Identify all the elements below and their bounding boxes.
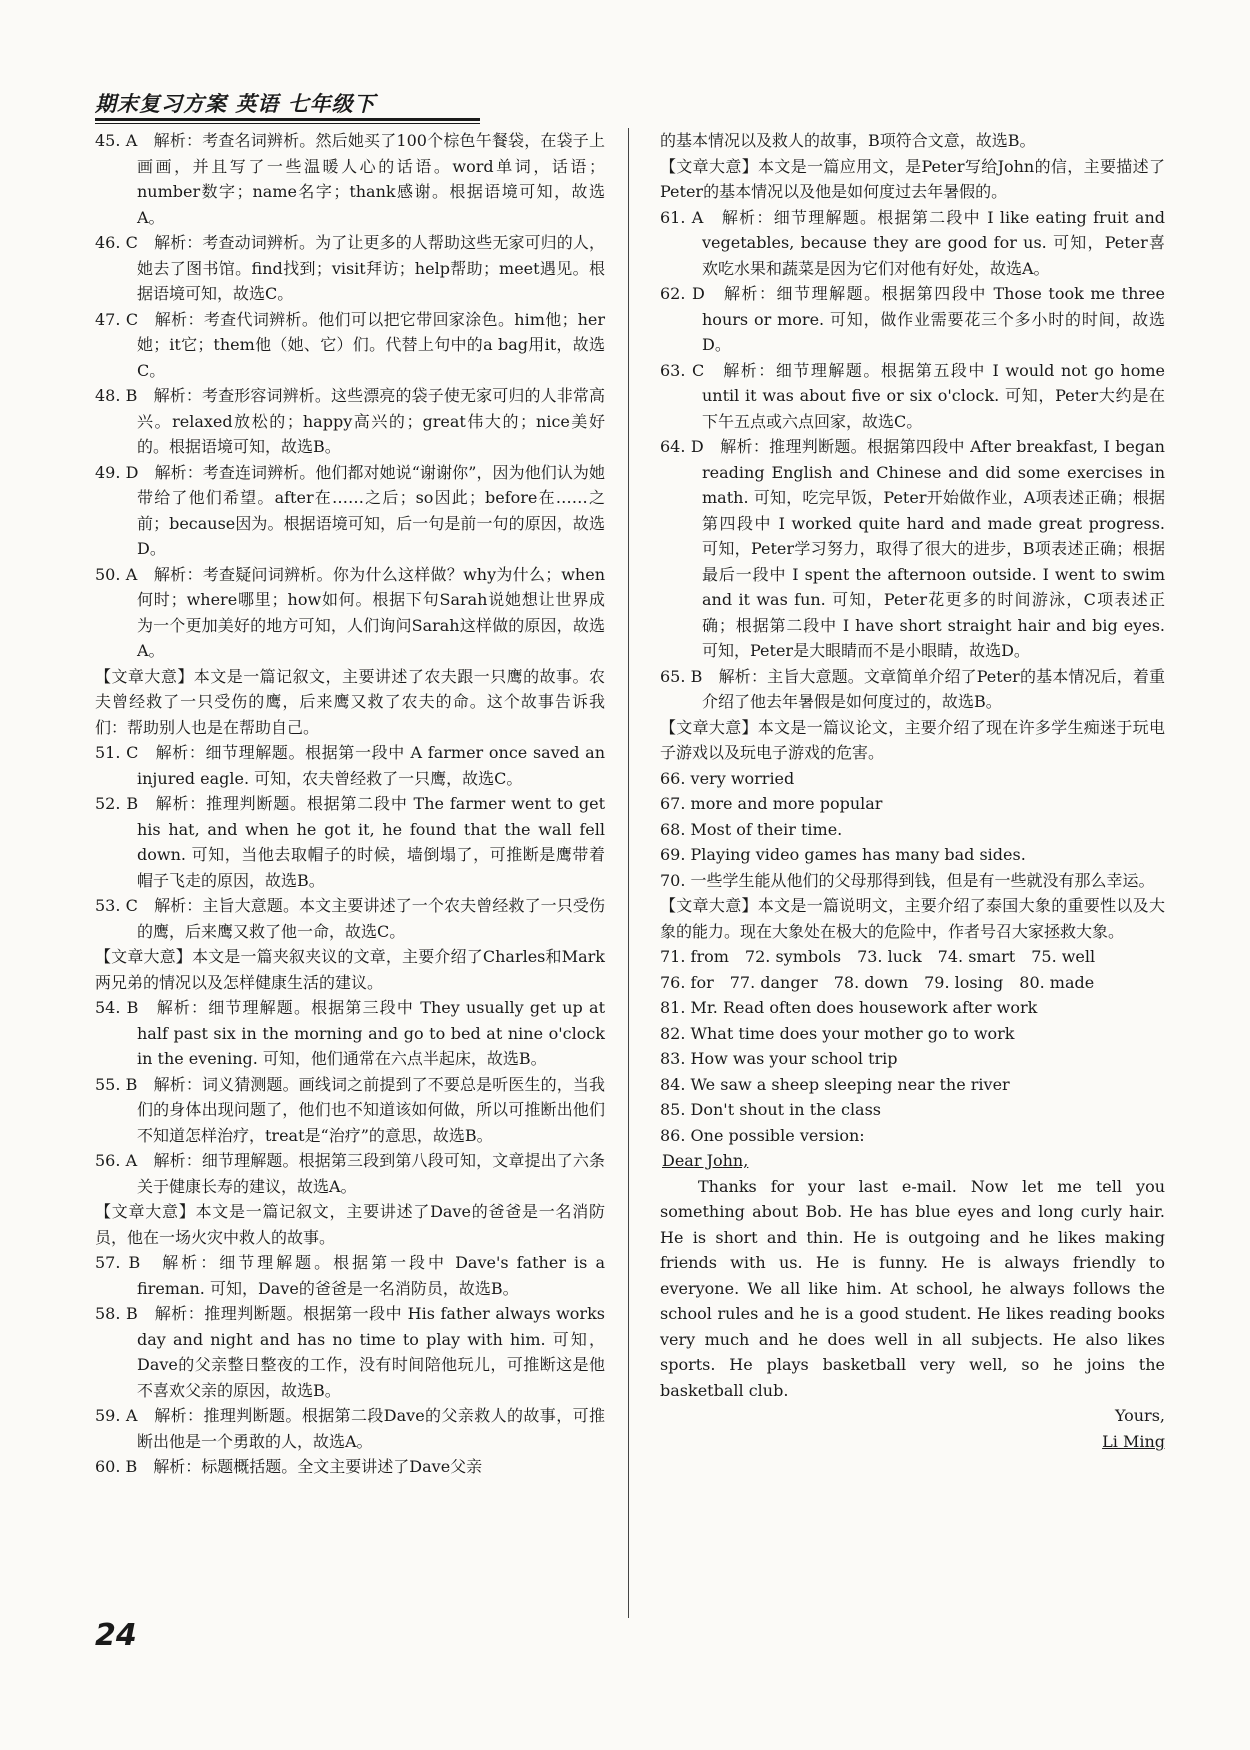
- answer-66: 66. very worried: [660, 768, 795, 788]
- answer-85: 85. Don't shout in the class: [660, 1100, 882, 1119]
- answer-82: 82. What time does your mother go to work: [660, 1023, 1015, 1043]
- letter-greeting: Dear John,: [662, 1151, 749, 1170]
- article-summary: 【文章大意】本文是一篇记叙文，主要讲述了农夫跟一只鹰的故事。农夫曾经救了一只受伤的鹰，后来鹰又救了农夫的命。这个故事告诉我们：帮助别人也是在帮助自己。: [95, 666, 605, 737]
- column-divider: [628, 128, 629, 1618]
- letter-body: Thanks for your last e-mail. Now let me tell you something about Bob. He has blue eyes and long curly hair. He is short and thin. He is outgoing and he likes making friends with us. He is funny. He is always friendly to everyone. We all like him. At school, he always follows the school rules and he is a good student. He likes reading books very much and he does well in all subjects. He also likes sports. He plays basketball very well, so he joins the basketball club.: [660, 1176, 1165, 1400]
- answer-57: 57. B 解析：细节理解题。根据第一段中 Dave's father is a fireman. 可知，Dave的爸爸是一名消防员，故选B。: [95, 1253, 605, 1298]
- letter-closing: Yours,: [1114, 1406, 1165, 1425]
- answer-47: 47. C 解析：考查代词辨析。他们可以把它带回家涂色。him他；her她；it它；them他（她、它）们。代替上句中的a bag用it，故选C。: [95, 309, 605, 380]
- answer-83: 83. How was your school trip: [660, 1049, 898, 1068]
- answer-58: 58. B 解析：推理判断题。根据第一段中 His father always works day and night and has no time to play with him. 可知，Dave的父亲整日整夜的工作，没有时间陪他玩儿，可推断这是他不喜欢父亲的原因，故选B。: [95, 1304, 605, 1400]
- answer-60: 60. B 解析：标题概括题。全文主要讲述了Dave父亲: [95, 1457, 483, 1476]
- answer-70: 70. 一些学生能从他们的父母那得到钱，但是有一些就没有那么幸运。: [660, 870, 1155, 890]
- answer-69: 69. Playing video games has many bad sides.: [660, 845, 1026, 864]
- answer-50: 50. A 解析：考查疑问词辨析。你为什么这样做？why为什么；when何时；where哪里；how如何。根据下句Sarah说她想让世界成为一个更加美好的地方可知，人们询问Sarah这样做的原因，故选A。: [95, 564, 605, 660]
- article-summary: 【文章大意】本文是一篇说明文，主要介绍了泰国大象的重要性以及大象的能力。现在大象处在极大的危险中，作者号召大家拯救大象。: [660, 896, 1165, 941]
- answer-54: 54. B 解析：细节理解题。根据第三段中 They usually get up at half past six in the morning and go to bed at nine o'clock in the evening. 可知，他们通常在六点半起床，故选B。: [95, 998, 605, 1068]
- letter-signature: Li Ming: [1102, 1431, 1165, 1451]
- answer-55: 55. B 解析：词义猜测题。画线词之前提到了不要总是听医生的，当我们的身体出现问题了，他们也不知道该如何做，所以可推断出他们不知道怎样治疗，treat是“治疗”的意思，故选B。: [95, 1074, 605, 1145]
- answer-53: 53. C 解析：主旨大意题。本文主要讲述了一个农夫曾经救了一只受伤的鹰，后来鹰又救了他一命，故选C。: [95, 896, 605, 941]
- left-column: [95, 128, 605, 1480]
- answer-46: 46. C 解析：考查动词辨析。为了让更多的人帮助这些无家可归的人，她去了图书馆。find找到；visit拜访；help帮助；meet遇见。根据语境可知，故选C。: [95, 233, 605, 303]
- answer-59: 59. A 解析：推理判断题。根据第二段Dave的父亲救人的故事，可推断出他是一个勇敢的人，故选A。: [95, 1406, 605, 1451]
- header-rule-thin: [95, 123, 480, 124]
- answer-56: 56. A 解析：细节理解题。根据第三段到第八段可知，文章提出了六条关于健康长寿的建议，故选A。: [95, 1151, 605, 1196]
- answer-51: 51. C 解析：细节理解题。根据第一段中 A farmer once saved an injured eagle. 可知，农夫曾经救了一只鹰，故选C。: [95, 743, 605, 788]
- answer-49: 49. D 解析：考查连词辨析。他们都对她说“谢谢你”，因为他们认为她带给了他们希望。after在……之后；so因此；before在……之前；because因为。根据语境可知，后一句是前一句的原因，故选D。: [95, 462, 605, 558]
- answer-45: 45. A 解析：考查名词辨析。然后她买了100个棕色午餐袋，在袋子上画画，并且写了一些温暖人心的话语。word单词，话语；number数字；name名字；thank感谢。根据语境可知，故选A。: [95, 131, 605, 227]
- answer-86: 86. One possible version:: [660, 1125, 865, 1145]
- article-summary: 【文章大意】本文是一篇夹叙夹议的文章，主要介绍了Charles和Mark两兄弟的情况以及怎样健康生活的建议。: [95, 947, 605, 992]
- answer-68: 68. Most of their time.: [660, 819, 843, 839]
- answer-48: 48. B 解析：考查形容词辨析。这些漂亮的袋子使无家可归的人非常高兴。relaxed放松的；happy高兴的；great伟大的；nice美好的。根据语境可知，故选B。: [95, 386, 605, 456]
- answer-52: 52. B 解析：推理判断题。根据第二段中 The farmer went to get his hat, and when he got it, he found that the wall fell down. 可知，当他去取帽子的时候，墙倒塌了，可推断是鹰带着帽子飞走的原因，故选B。: [95, 794, 605, 890]
- answer-60-continued: 的基本情况以及救人的故事，B项符合文意，故选B。: [660, 131, 1036, 150]
- article-summary: 【文章大意】本文是一篇议论文，主要介绍了现在许多学生痴迷于玩电子游戏以及玩电子游戏的危害。: [660, 717, 1165, 762]
- header-rule: [95, 118, 480, 121]
- answer-67: 67. more and more popular: [660, 794, 883, 813]
- answer-62: 62. D 解析：细节理解题。根据第四段中 Those took me three hours or more. 可知，做作业需要花三个多小时的时间，故选D。: [660, 284, 1165, 354]
- answer-63: 63. C 解析：细节理解题。根据第五段中 I would not go home until it was about five or six o'clock. 可知，Peter大约是在下午五点或六点回家，故选C。: [660, 360, 1165, 431]
- article-summary: 【文章大意】本文是一篇应用文，是Peter写给John的信，主要描述了Peter的基本情况以及他是如何度过去年暑假的。: [660, 156, 1165, 201]
- answer-81: 81. Mr. Read often does housework after work: [660, 998, 1038, 1017]
- right-column: [660, 128, 1165, 1454]
- answer-61: 61. A 解析：细节理解题。根据第二段中 I like eating fruit and vegetables, because they are good for us. 可知，Peter喜欢吃水果和蔬菜是因为它们对他有好处，故选A。: [660, 207, 1165, 278]
- page-number: 24: [95, 1618, 137, 1653]
- answer-64: 64. D 解析：推理判断题。根据第四段中 After breakfast, I began reading English and Chinese and did some exercises in math. 可知，吃完早饭，Peter开始做作业，A项表述正确；根据第四段中 I worked quite hard and made great progress. 可知，Peter学习努力，取得了很大的进步，B项表述正确；根据最后一段中 I spent the afternoon outside. I went to swim and it was fun. 可知，Peter花更多的时间游泳，C项表述正确；根据第二段中 I have short straight hair and big eyes. 可知，Peter是大眼睛而不是小眼睛，故选D。: [660, 437, 1165, 660]
- page-header-title: 期末复习方案 英语 七年级下: [95, 92, 376, 116]
- answer-84: 84. We saw a sheep sleeping near the river: [660, 1074, 1010, 1094]
- answers-71-75: 71. from 72. symbols 73. luck 74. smart 75. well: [660, 947, 1096, 966]
- answers-76-80: 76. for 77. danger 78. down 79. losing 80. made: [660, 972, 1095, 992]
- answer-65: 65. B 解析：主旨大意题。文章简单介绍了Peter的基本情况后，着重介绍了他去年暑假是如何度过的，故选B。: [660, 666, 1165, 711]
- article-summary: 【文章大意】本文是一篇记叙文，主要讲述了Dave的爸爸是一名消防员，他在一场火灾中救人的故事。: [95, 1202, 605, 1247]
